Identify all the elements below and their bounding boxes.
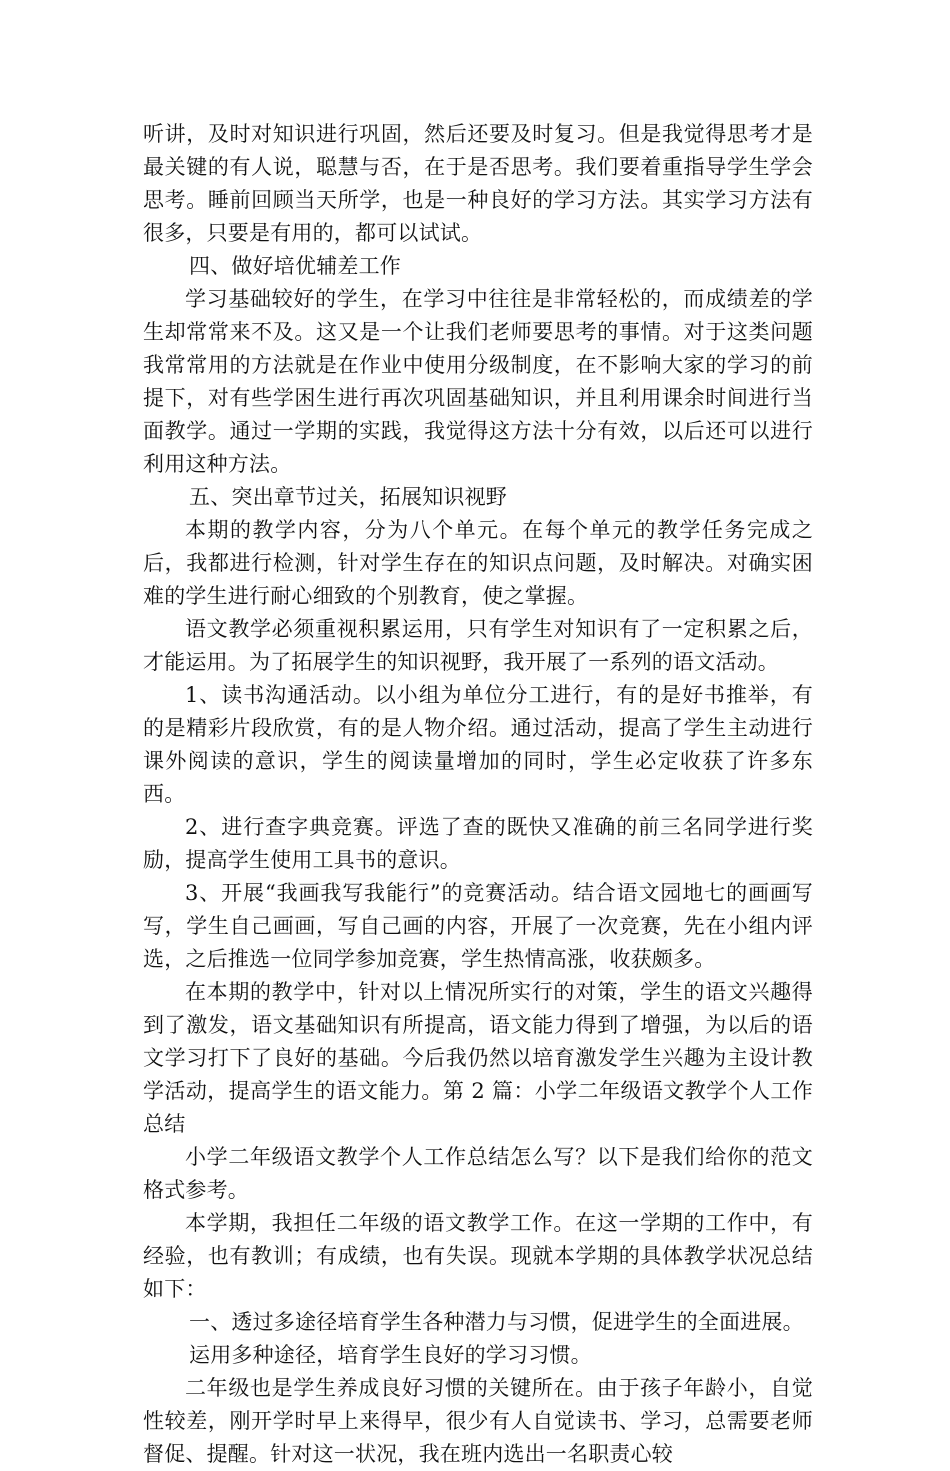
list-item: 2、进行查字典竞赛。评选了查的既快又准确的前三名同学进行奖励，提高学生使用工具书的意识。	[143, 815, 813, 872]
paragraph: 在本期的教学中，针对以上情况所实行的对策，学生的语文兴趣得到了激发，语文基础知识有所提高，语文能力得到了增强，为以后的语文学习打下了良好的基础。今后我仍然以培育激发学生兴趣为主设计教学活动，提高学生的语文能力。第 2 篇：小学二年级语文教学个人工作总结	[143, 980, 813, 1136]
list-item: 1、读书沟通活动。以小组为单位分工进行，有的是好书推举，有的是精彩片段欣赏，有的是人物介绍。通过活动，提高了学生主动进行课外阅读的意识，学生的阅读量增加的同时，学生必定收获了许多东西。	[143, 683, 813, 806]
section-subheading: 运用多种途径，培育学生良好的学习习惯。	[189, 1343, 592, 1367]
section-heading: 四、做好培优辅差工作	[189, 254, 401, 278]
section-heading: 一、透过多途径培育学生各种潜力与习惯，促进学生的全面进展。	[189, 1310, 804, 1334]
paragraph: 二年级也是学生养成良好习惯的关键所在。由于孩子年龄小，自觉性较差，刚开学时早上来得早，很少有人自觉读书、学习，总需要老师督促、提醒。针对这一状况，我在班内选出一名职责心较	[143, 1376, 813, 1466]
paragraph: 本学期，我担任二年级的语文教学工作。在这一学期的工作中，有经验，也有教训；有成绩，也有失误。现就本学期的具体教学状况总结如下：	[143, 1211, 813, 1301]
paragraph: 学习基础较好的学生，在学习中往往是非常轻松的，而成绩差的学生却常常来不及。这又是一个让我们老师要思考的事情。对于这类问题我常常用的方法就是在作业中使用分级制度，在不影响大家的学习的前提下，对有些学困生进行再次巩固基础知识，并且利用课余时间进行当面教学。通过一学期的实践，我觉得这方法十分有效，以后还可以进行利用这种方法。	[143, 287, 813, 476]
paragraph: 小学二年级语文教学个人工作总结怎么写？以下是我们给你的范文格式参考。	[143, 1145, 813, 1202]
list-item: 3、开展“我画我写我能行”的竞赛活动。结合语文园地七的画画写写，学生自己画画，写自己画的内容，开展了一次竞赛，先在小组内评选，之后推选一位同学参加竞赛，学生热情高涨，收获颇多。	[143, 881, 813, 971]
section-heading: 五、突出章节过关，拓展知识视野	[189, 485, 507, 509]
document-body	[143, 118, 813, 1471]
paragraph: 本期的教学内容，分为八个单元。在每个单元的教学任务完成之后，我都进行检测，针对学生存在的知识点问题，及时解决。对确实困难的学生进行耐心细致的个别教育，使之掌握。	[143, 518, 813, 608]
paragraph: 语文教学必须重视积累运用，只有学生对知识有了一定积累之后，才能运用。为了拓展学生的知识视野，我开展了一系列的语文活动。	[143, 617, 813, 674]
paragraph: 听讲，及时对知识进行巩固，然后还要及时复习。但是我觉得思考才是最关键的有人说，聪慧与否，在于是否思考。我们要着重指导学生学会思考。睡前回顾当天所学，也是一种良好的学习方法。其实学习方法有很多，只要是有用的，都可以试试。	[143, 122, 813, 245]
